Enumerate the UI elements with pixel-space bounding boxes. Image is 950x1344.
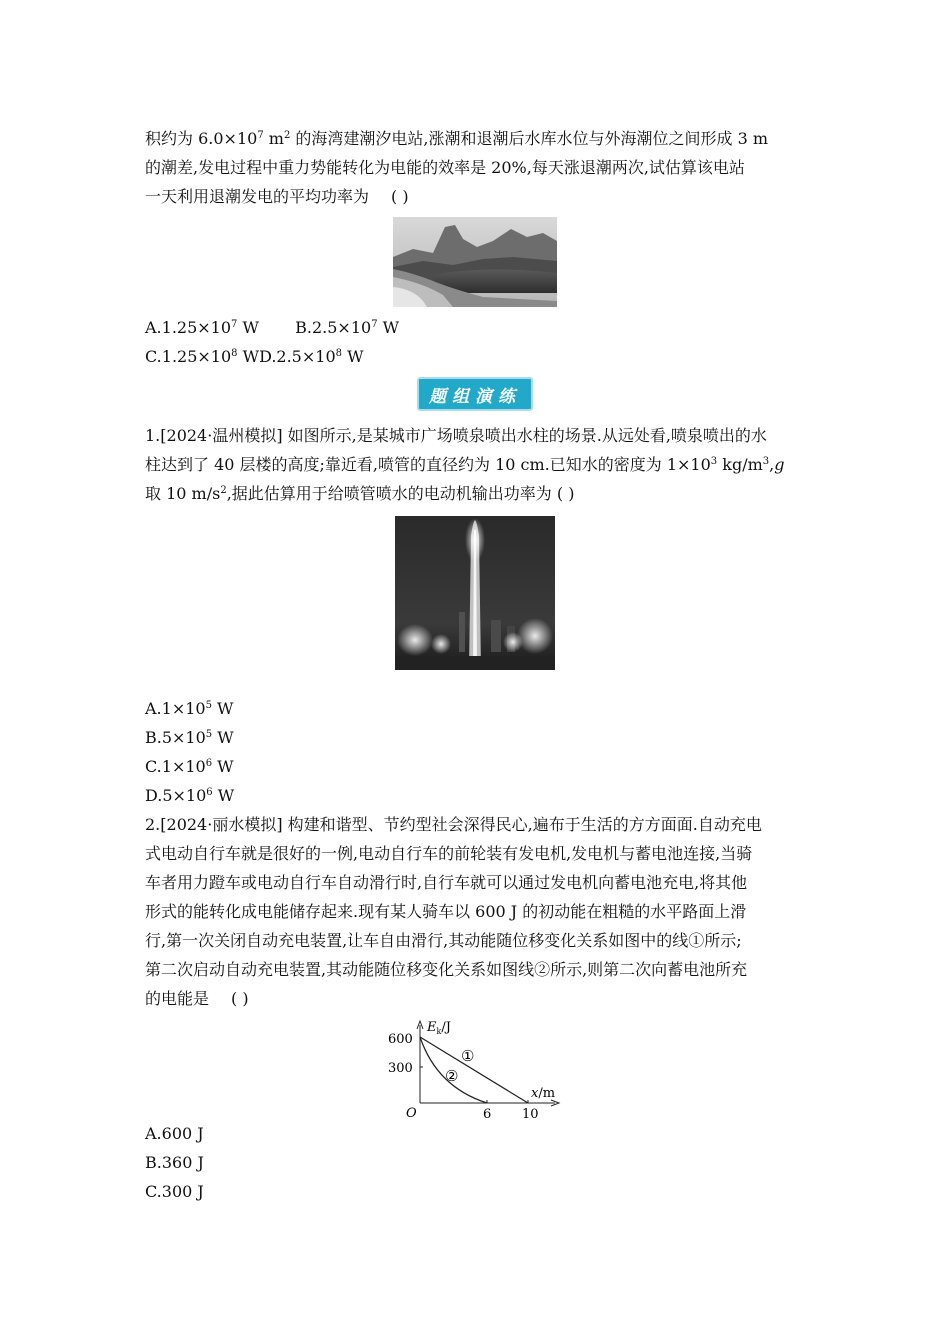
- option-d: D.2.5×10: [259, 347, 336, 366]
- answer-bracket: ( ): [556, 484, 575, 503]
- q2-option-c: C.300 J: [145, 1182, 204, 1201]
- top-option-row-ab: $A.1.25\times 10^7$ W $B.2.5\times 10^7$ W: [145, 318, 400, 337]
- q1-line3: 取 10 $m/s^2$,据此估算用于给喷管喷水的电动机输出功率为 ( ): [145, 484, 575, 503]
- q2-line4: 形式的能转化成电能储存起来.现有某人骑车以 600 J 的初动能在粗糙的水平路面上滑: [145, 902, 747, 921]
- y-axis-label: $E_k/J$: [427, 1020, 451, 1036]
- answer-bracket: ( ): [231, 989, 249, 1008]
- q2-line5: 行,第一次关闭自动充电装置,让车自由滑行,其动能随位移变化关系如图中的线①所示;: [145, 931, 742, 950]
- fountain-photo: [395, 516, 555, 670]
- q1-option-b: $B.5\times 10^5$ W: [145, 728, 234, 747]
- top-problem-line1: 积约为 $6.0\times 10^7$ $m^2$ 的海湾建潮汐电站,涨潮和退潮后水库水位与外海潮位之间形成 3 m: [145, 129, 769, 148]
- tick-300: 300: [388, 1061, 413, 1076]
- tick-600: 600: [388, 1032, 413, 1047]
- q2-option-a: A.600 J: [145, 1124, 204, 1143]
- q1-option-c: $C.1\times 10^6$ W: [145, 757, 234, 776]
- tick-10: 10: [522, 1107, 539, 1122]
- option-b: B.2.5×10: [295, 318, 372, 337]
- q2-line1: 2.[2024·丽水模拟] 构建和谐型、节约型社会深得民心,遍布于生活的方方面面.自动充电: [145, 815, 762, 834]
- tick-6: 6: [483, 1107, 492, 1122]
- q2-option-b: B.360 J: [145, 1153, 204, 1172]
- q1-option-d: $D.5\times 10^6$ W: [145, 786, 235, 805]
- q1-line2: 柱达到了 40 层楼的高度;靠近看,喷管的直径约为 10 cm.已知水的密度为 $1\times 10^3$ $kg/m^3,g$: [145, 455, 785, 474]
- section-banner: 题组演练: [417, 377, 533, 411]
- top-problem-line2: 的潮差,发电过程中重力势能转化为电能的效率是 20%,每天涨退潮两次,试估算该电站: [145, 158, 745, 177]
- q2-line6: 第二次启动自动充电装置,其动能随位移变化关系如图线②所示,则第二次向蓄电池所充: [145, 960, 748, 979]
- option-a: A.1.25×10: [145, 318, 232, 337]
- top-option-row-cd: $C.1.25\times 10^8$ $WD.2.5\times 10^8$ W: [145, 347, 364, 366]
- q1-option-a: $A.1\times 10^5$ W: [145, 699, 234, 718]
- answer-bracket: ( ): [391, 187, 409, 206]
- q1-line1: 1.[2024·温州模拟] 如图所示,是某城市广场喷泉喷出水柱的场景.从远处看,喷泉喷出的水: [145, 426, 767, 445]
- curve-2-label: ②: [445, 1067, 459, 1085]
- coastline-photo: [393, 217, 557, 307]
- energy-displacement-graph: [385, 1017, 565, 1122]
- q2-line2: 式电动自行车就是很好的一例,电动自行车的前轮装有发电机,发电机与蓄电池连接,当骑: [145, 844, 753, 863]
- curve-1-label: ①: [461, 1047, 475, 1065]
- option-c: C.1.25×10: [145, 347, 232, 366]
- document-page: [145, 124, 805, 1206]
- top-problem-line3: 一天利用退潮发电的平均功率为 ( ): [145, 187, 409, 206]
- q2-line7: 的电能是 ( ): [145, 989, 249, 1008]
- q2-line3: 车者用力蹬车或电动自行车自动滑行时,自行车就可以通过发电机向蓄电池充电,将其他: [145, 873, 748, 892]
- x-axis-label: x/m: [531, 1086, 556, 1101]
- origin-label: O: [406, 1106, 417, 1121]
